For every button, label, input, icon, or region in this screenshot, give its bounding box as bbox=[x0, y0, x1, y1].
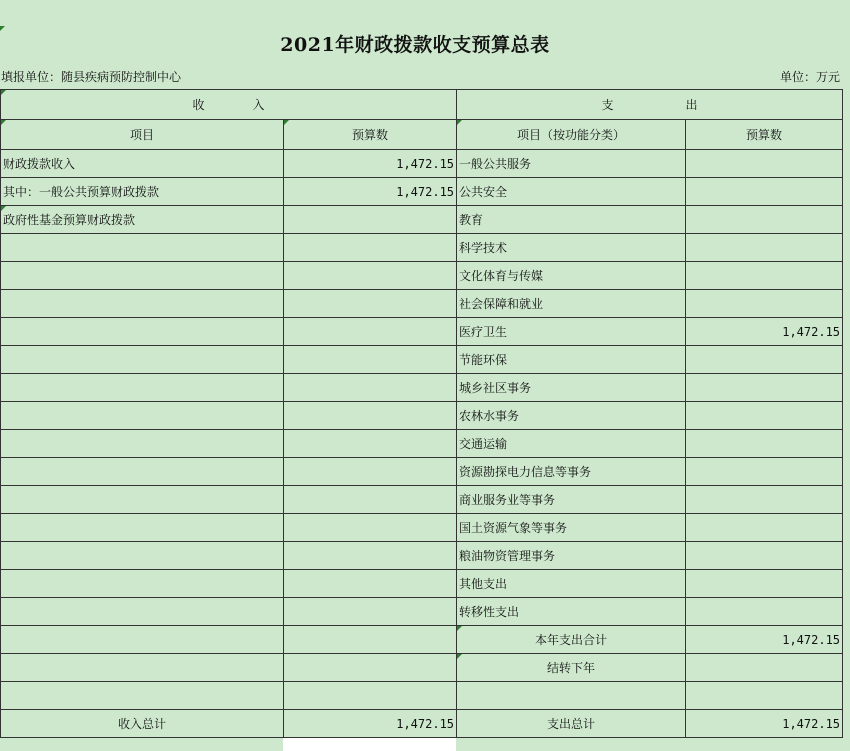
reporting-unit: 填报单位：随县疾病预防控制中心 bbox=[1, 70, 182, 84]
expense-value-cell[interactable] bbox=[686, 486, 843, 514]
table-row bbox=[1, 598, 843, 626]
income-value-cell[interactable] bbox=[284, 234, 457, 262]
income-value-cell[interactable]: 1,472.15 bbox=[284, 178, 457, 206]
income-item-cell[interactable] bbox=[1, 542, 284, 570]
income-value-cell[interactable] bbox=[284, 682, 457, 710]
table-row bbox=[1, 206, 843, 234]
section-header-row bbox=[1, 90, 843, 120]
expense-item-cell[interactable]: 本年支出合计 bbox=[457, 626, 686, 654]
expense-value-cell[interactable] bbox=[686, 234, 843, 262]
income-value-cell[interactable] bbox=[284, 206, 457, 234]
expense-value-cell[interactable] bbox=[686, 570, 843, 598]
expense-value-cell[interactable]: 1,472.15 bbox=[686, 318, 843, 346]
expense-item-cell[interactable]: 社会保障和就业 bbox=[457, 290, 686, 318]
table-row bbox=[1, 402, 843, 430]
col-budget-header[interactable]: 预算数 bbox=[284, 120, 457, 150]
income-item-cell[interactable] bbox=[1, 402, 284, 430]
income-value-cell[interactable] bbox=[284, 486, 457, 514]
expense-item-cell[interactable]: 交通运输 bbox=[457, 430, 686, 458]
income-item-cell[interactable]: 财政拨款收入 bbox=[1, 150, 284, 178]
table-row bbox=[1, 654, 843, 682]
income-value-cell[interactable] bbox=[284, 262, 457, 290]
expense-value-cell[interactable] bbox=[686, 402, 843, 430]
budget-table bbox=[0, 89, 843, 738]
income-item-cell[interactable]: 政府性基金预算财政拨款 bbox=[1, 206, 284, 234]
income-value-cell[interactable] bbox=[284, 542, 457, 570]
income-value-cell[interactable]: 1,472.15 bbox=[284, 710, 457, 738]
income-value-cell[interactable] bbox=[284, 402, 457, 430]
expense-value-cell[interactable]: 1,472.15 bbox=[686, 626, 843, 654]
income-item-cell[interactable] bbox=[1, 318, 284, 346]
table-row bbox=[1, 430, 843, 458]
currency-unit: 单位：万元 bbox=[779, 70, 840, 84]
income-value-cell[interactable] bbox=[284, 598, 457, 626]
income-item-cell[interactable] bbox=[1, 458, 284, 486]
expense-value-cell[interactable] bbox=[686, 150, 843, 178]
income-value-cell[interactable] bbox=[284, 654, 457, 682]
col-expense-item-header[interactable]: 项目（按功能分类） bbox=[457, 120, 686, 150]
income-value-cell[interactable] bbox=[284, 626, 457, 654]
expense-value-cell[interactable] bbox=[686, 206, 843, 234]
expense-value-cell[interactable] bbox=[686, 290, 843, 318]
income-value-cell[interactable] bbox=[284, 570, 457, 598]
expense-value-cell[interactable] bbox=[686, 430, 843, 458]
expense-value-cell[interactable] bbox=[686, 542, 843, 570]
expense-item-cell[interactable]: 公共安全 bbox=[457, 178, 686, 206]
table-row bbox=[1, 262, 843, 290]
expense-item-cell[interactable]: 文化体育与传媒 bbox=[457, 262, 686, 290]
income-item-cell[interactable]: 收入总计 bbox=[1, 710, 284, 738]
expense-item-cell[interactable]: 转移性支出 bbox=[457, 598, 686, 626]
expense-value-cell[interactable] bbox=[686, 598, 843, 626]
income-item-cell[interactable] bbox=[1, 598, 284, 626]
expense-item-cell[interactable] bbox=[457, 682, 686, 710]
expense-item-cell[interactable]: 国土资源气象等事务 bbox=[457, 514, 686, 542]
income-value-cell[interactable] bbox=[284, 318, 457, 346]
income-item-cell[interactable] bbox=[1, 626, 284, 654]
page-title: 2021年财政拨款收支预算总表 bbox=[280, 34, 550, 56]
table-row bbox=[1, 570, 843, 598]
income-value-cell[interactable] bbox=[284, 430, 457, 458]
income-value-cell[interactable] bbox=[284, 514, 457, 542]
column-header-row bbox=[1, 120, 843, 150]
expense-item-cell[interactable]: 城乡社区事务 bbox=[457, 374, 686, 402]
expense-value-cell[interactable]: 1,472.15 bbox=[686, 710, 843, 738]
table-row bbox=[1, 458, 843, 486]
income-item-cell[interactable] bbox=[1, 290, 284, 318]
expense-item-cell[interactable]: 农林水事务 bbox=[457, 402, 686, 430]
income-header[interactable]: 收 入 bbox=[1, 90, 457, 120]
expense-item-cell[interactable]: 商业服务业等事务 bbox=[457, 486, 686, 514]
table-row bbox=[1, 318, 843, 346]
table-row bbox=[1, 486, 843, 514]
expense-item-cell[interactable]: 其他支出 bbox=[457, 570, 686, 598]
table-row bbox=[1, 374, 843, 402]
col-expense-budget-header[interactable]: 预算数 bbox=[686, 120, 843, 150]
income-value-cell[interactable]: 1,472.15 bbox=[284, 150, 457, 178]
table-row bbox=[1, 682, 843, 710]
expense-item-cell[interactable]: 一般公共服务 bbox=[457, 150, 686, 178]
col-item-header[interactable]: 项目 bbox=[1, 120, 284, 150]
expense-item-cell[interactable]: 教育 bbox=[457, 206, 686, 234]
table-row bbox=[1, 150, 843, 178]
table-row bbox=[1, 710, 843, 738]
table-row bbox=[1, 542, 843, 570]
income-item-cell[interactable] bbox=[1, 430, 284, 458]
income-item-cell[interactable] bbox=[1, 682, 284, 710]
table-row bbox=[1, 626, 843, 654]
income-value-cell[interactable] bbox=[284, 346, 457, 374]
income-value-cell[interactable] bbox=[284, 458, 457, 486]
expense-header[interactable]: 支 出 bbox=[457, 90, 843, 120]
expense-item-cell[interactable]: 医疗卫生 bbox=[457, 318, 686, 346]
table-row bbox=[1, 234, 843, 262]
expense-item-cell[interactable]: 支出总计 bbox=[457, 710, 686, 738]
expense-value-cell[interactable] bbox=[686, 262, 843, 290]
expense-value-cell[interactable] bbox=[686, 654, 843, 682]
expense-item-cell[interactable]: 粮油物资管理事务 bbox=[457, 542, 686, 570]
expense-item-cell[interactable]: 结转下年 bbox=[457, 654, 686, 682]
income-item-cell[interactable] bbox=[1, 374, 284, 402]
income-item-cell[interactable] bbox=[1, 262, 284, 290]
income-value-cell[interactable] bbox=[284, 290, 457, 318]
income-item-cell[interactable] bbox=[1, 346, 284, 374]
table-row bbox=[1, 514, 843, 542]
expense-item-cell[interactable]: 科学技术 bbox=[457, 234, 686, 262]
income-item-cell[interactable] bbox=[1, 654, 284, 682]
expense-value-cell[interactable] bbox=[686, 346, 843, 374]
income-value-cell[interactable] bbox=[284, 374, 457, 402]
table-row bbox=[1, 178, 843, 206]
expense-value-cell[interactable] bbox=[686, 682, 843, 710]
income-item-cell[interactable] bbox=[1, 514, 284, 542]
income-item-cell[interactable]: 其中：一般公共预算财政拨款 bbox=[1, 178, 284, 206]
blank-cell-strip bbox=[283, 738, 456, 751]
expense-item-cell[interactable]: 节能环保 bbox=[457, 346, 686, 374]
expense-value-cell[interactable] bbox=[686, 514, 843, 542]
income-item-cell[interactable] bbox=[1, 486, 284, 514]
expense-value-cell[interactable] bbox=[686, 374, 843, 402]
table-row bbox=[1, 290, 843, 318]
expense-value-cell[interactable] bbox=[686, 458, 843, 486]
expense-value-cell[interactable] bbox=[686, 178, 843, 206]
income-item-cell[interactable] bbox=[1, 570, 284, 598]
table-row bbox=[1, 346, 843, 374]
expense-item-cell[interactable]: 资源勘探电力信息等事务 bbox=[457, 458, 686, 486]
income-item-cell[interactable] bbox=[1, 234, 284, 262]
